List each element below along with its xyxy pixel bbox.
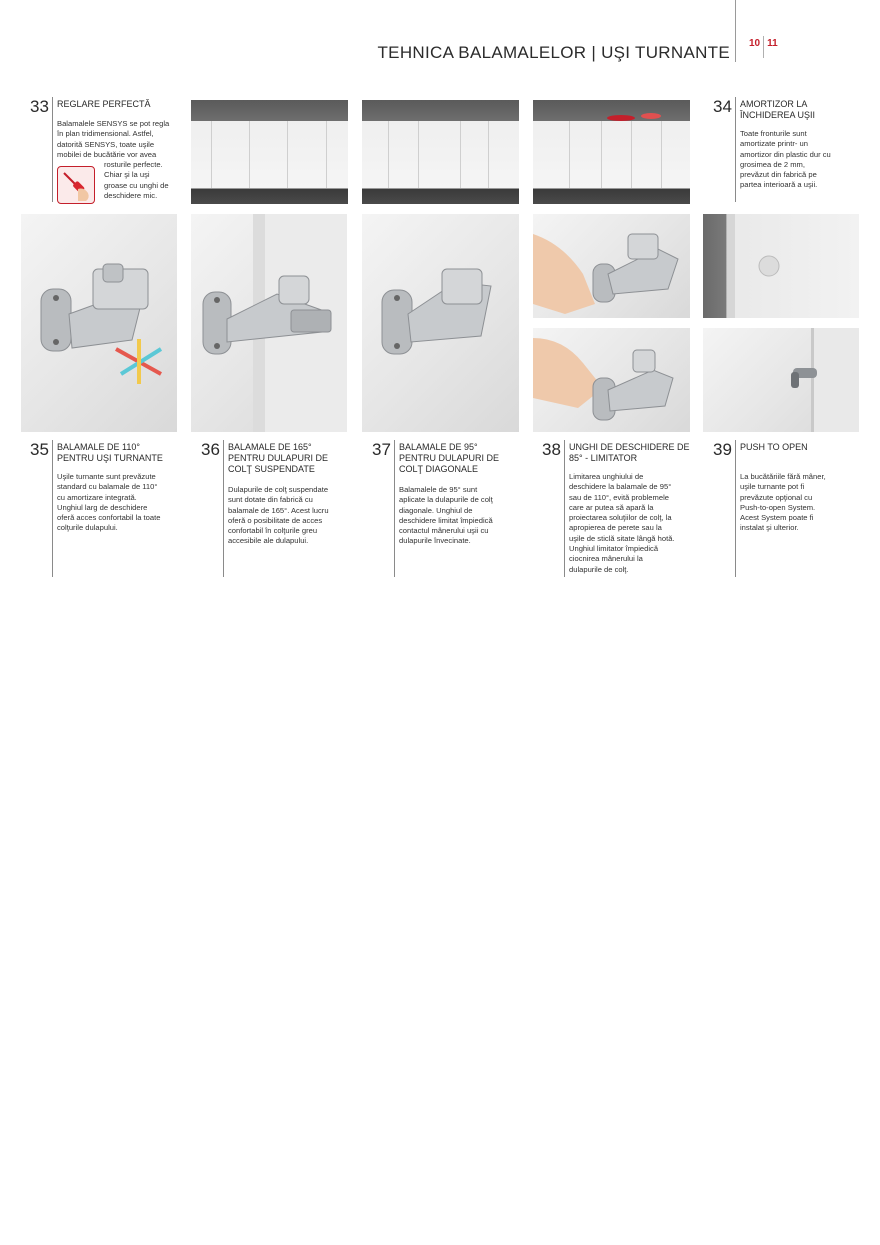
push-to-open-photo xyxy=(703,328,859,432)
section-divider xyxy=(394,440,395,577)
kitchen-corner-photo-1 xyxy=(191,100,348,204)
heading-line: ÎNCHIDEREA UŞII xyxy=(740,110,816,120)
body-line: prevăzut din fabrică pe xyxy=(740,170,817,180)
body-line: accesibile ale dulapului. xyxy=(228,536,309,546)
section-body xyxy=(740,472,826,534)
body-line: sunt dotate din fabrică cu xyxy=(228,495,313,505)
body-line: instalat şi ulterior. xyxy=(740,523,799,533)
body-line: Unghiul larg de deschidere xyxy=(57,502,148,512)
section-number: 39 xyxy=(713,440,732,459)
section-heading xyxy=(740,99,815,121)
section-body xyxy=(569,472,675,575)
body-line: balamale de 165°. Acest lucru xyxy=(228,505,329,515)
body-line: apropierea de perete sau la xyxy=(569,523,662,533)
header-divider xyxy=(735,0,736,62)
page-title: TEHNICA BALAMALELOR | UŞI TURNANTE xyxy=(377,43,730,62)
section-37 xyxy=(372,440,522,580)
hinge-95-photo xyxy=(362,214,519,432)
body-line: Acest System poate fi xyxy=(740,513,814,523)
body-line: Balamalele SENSYS se pot regla xyxy=(57,119,170,128)
body-line: Push-to-open System. xyxy=(740,502,816,512)
page-number-left: 10 xyxy=(749,38,761,49)
body-line: în plan tridimensional. Astfel, xyxy=(57,129,154,139)
heading-line: COLŢ SUSPENDATE xyxy=(228,464,315,474)
heading-line: COLŢ DIAGONALE xyxy=(399,464,479,474)
limiter-insert-photo-2 xyxy=(533,328,690,432)
body-line: La bucătăriile fără mâner, xyxy=(740,472,826,481)
section-divider xyxy=(735,97,736,202)
section-divider xyxy=(52,97,53,202)
body-line: uşile de sticlă sitate lângă hotă. xyxy=(569,533,675,543)
body-line: mobilei de bucătărie vor avea xyxy=(57,149,157,159)
heading-line: AMORTIZOR LA xyxy=(740,99,808,109)
body-line: diagonale. Unghiul de xyxy=(399,505,473,515)
body-line: Dulapurile de colţ suspendate xyxy=(228,485,329,494)
body-line: Chiar şi la uşi xyxy=(104,170,150,180)
body-line: confortabil în colţurile greu xyxy=(228,526,318,536)
section-divider xyxy=(564,440,565,577)
section-number: 34 xyxy=(713,97,732,116)
section-divider xyxy=(52,440,53,577)
heading-line: PENTRU DULAPURI DE xyxy=(228,453,329,463)
section-number: 33 xyxy=(30,97,49,116)
heading-line: PUSH TO OPEN xyxy=(740,442,808,452)
section-39 xyxy=(713,440,863,580)
body-line: contactul mânerului uşii cu xyxy=(399,526,489,536)
body-line: aplicate la dulapurile de colţ xyxy=(399,495,493,505)
section-divider xyxy=(735,440,736,577)
section-heading xyxy=(740,442,808,453)
body-line: cu amortizare integrată. xyxy=(57,492,137,502)
body-line: oferă acces confortabil la toate xyxy=(57,513,161,523)
body-line: partea interioară a uşii. xyxy=(740,180,818,190)
body-line: prevăzute opţional cu xyxy=(740,492,813,502)
body-line: deschidere mic. xyxy=(104,191,158,201)
body-line: Toate fronturile sunt xyxy=(740,129,807,138)
door-damper-photo xyxy=(703,214,859,318)
body-line: dulapurile învecinate. xyxy=(399,536,471,546)
section-number: 35 xyxy=(30,440,49,459)
body-line: sau de 110°, evită problemele xyxy=(569,492,669,502)
body-line: groase cu unghi de xyxy=(104,180,169,190)
heading-line: BALAMALE DE 95° xyxy=(399,442,478,452)
body-line: standard cu balamale de 110° xyxy=(57,482,158,492)
body-line: dulapurile de colţ. xyxy=(569,564,629,574)
body-line: rosturile perfecte. xyxy=(104,160,163,170)
section-heading: REGLARE PERFECTĂ xyxy=(57,99,151,109)
section-heading xyxy=(569,442,690,464)
body-line: uşile turnante pot fi xyxy=(740,482,805,492)
section-body xyxy=(740,129,831,191)
body-line: care ar putea să apară la xyxy=(569,502,654,512)
heading-line: BALAMALE DE 110° xyxy=(57,442,140,452)
body-line: datorită SENSYS, toate uşile xyxy=(57,139,155,149)
heading-line: BALAMALE DE 165° xyxy=(228,442,312,452)
section-heading xyxy=(228,442,328,475)
body-line: Unghiul limitator împiedică xyxy=(569,544,659,554)
body-line: Uşile turnante sunt prevăzute xyxy=(57,472,156,481)
section-number: 36 xyxy=(201,440,220,459)
kitchen-corner-photo-3 xyxy=(533,100,690,204)
heading-line: PENTRU UŞI TURNANTE xyxy=(57,453,163,463)
section-number: 37 xyxy=(372,440,391,459)
adjust-arrows-icon xyxy=(116,339,161,384)
section-38 xyxy=(542,440,692,580)
section-34 xyxy=(713,97,863,205)
body-line: Balamalele de 95° sunt xyxy=(399,485,478,494)
hinge-165-photo xyxy=(191,214,347,432)
section-36 xyxy=(201,440,351,580)
limiter-insert-photo-1 xyxy=(533,214,690,318)
body-line: deschidere limitat împiedică xyxy=(399,515,493,525)
section-body xyxy=(399,485,493,547)
screwdriver-hand-icon xyxy=(57,166,95,204)
heading-line: 85° - LIMITATOR xyxy=(569,453,638,463)
body-line: colţurile dulapului. xyxy=(57,523,118,533)
section-body xyxy=(228,485,329,547)
body-line: deschidere la balamale de 95° xyxy=(569,482,672,492)
kitchen-corner-photo-2 xyxy=(362,100,519,204)
hinge-110-photo xyxy=(21,214,177,432)
page-numbers xyxy=(749,38,778,60)
body-line: oferă o posibilitate de acces xyxy=(228,515,323,525)
heading-line: UNGHI DE DESCHIDERE DE xyxy=(569,442,690,452)
section-divider xyxy=(223,440,224,577)
section-heading xyxy=(57,442,163,464)
section-heading xyxy=(399,442,499,475)
page-number-divider xyxy=(763,36,764,58)
body-line: amortizate printr- un xyxy=(740,139,808,149)
page-number-right: 11 xyxy=(767,38,778,49)
body-line: Limitarea unghiului de xyxy=(569,472,644,481)
section-33 xyxy=(30,97,180,205)
body-line: ciocnirea mânerului la xyxy=(569,554,643,564)
section-35 xyxy=(30,440,180,580)
section-body xyxy=(57,472,160,534)
section-number: 38 xyxy=(542,440,561,459)
body-line: amortizor din plastic dur cu xyxy=(740,149,831,159)
heading-line: PENTRU DULAPURI DE xyxy=(399,453,500,463)
body-line: grosimea de 2 mm, xyxy=(740,159,805,169)
body-line: proiectarea soluţiilor de colţ, la xyxy=(569,513,672,523)
